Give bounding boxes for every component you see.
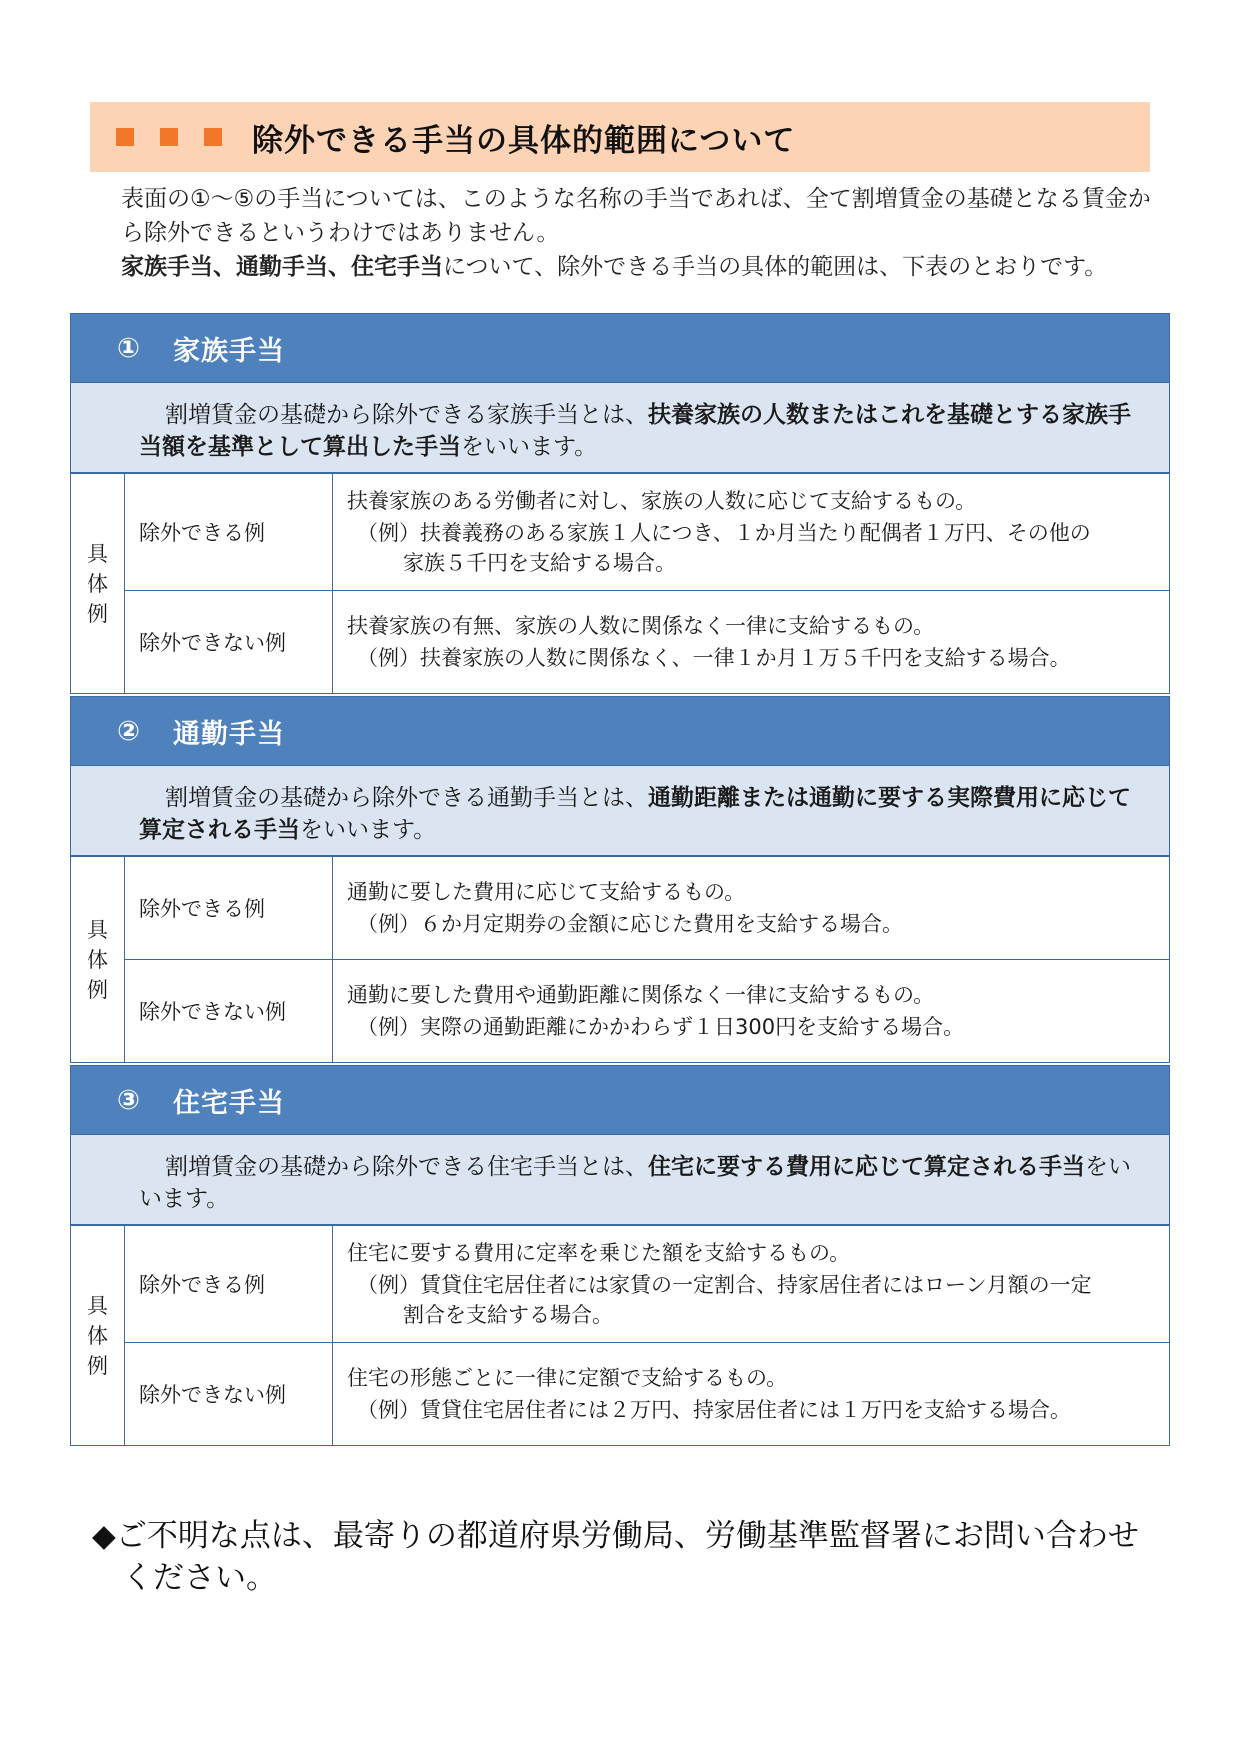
definition-tail: をいいます。 <box>300 817 437 843</box>
group-label: 具 体 例 <box>71 474 125 694</box>
examples-table <box>70 856 1170 1063</box>
section-header <box>70 696 1170 766</box>
table-row <box>71 960 1170 1063</box>
section-number: ③ <box>117 1084 140 1116</box>
definition-tail: をいいます。 <box>461 434 598 460</box>
example-description: 住宅の形態ごとに一律に定額で支給するもの。 （例）賃貸住宅居住者には２万円、持家居住者には１万円を支給する場合。 <box>333 1343 1170 1446</box>
table-row <box>71 1226 1170 1343</box>
intro-text <box>97 182 1157 284</box>
section-housing-allowance <box>70 1065 1170 1446</box>
table-row <box>71 591 1170 694</box>
orange-square-icon <box>116 128 134 146</box>
page-title: 除外できる手当の具体的範囲について <box>252 122 796 159</box>
orange-square-icon <box>204 128 222 146</box>
category-label: 除外できる例 <box>125 474 333 591</box>
category-label: 除外できない例 <box>125 591 333 694</box>
category-label: 除外できる例 <box>125 1226 333 1343</box>
example-description: 住宅に要する費用に定率を乗じた額を支給するもの。 （例）賃貸住宅居住者には家賃の一定割合、持家居住者にはローン月額の一定 割合を支給する場合。 <box>333 1226 1170 1343</box>
table-row <box>71 857 1170 960</box>
section-number: ① <box>117 332 140 364</box>
definition-lead: 割増賃金の基礎から除外できる通勤手当とは、 <box>165 785 648 811</box>
examples-table <box>70 473 1170 694</box>
definition-bold: 住宅に要する費用に応じて算定される手当 <box>648 1154 1085 1180</box>
definition-bold: 通勤距離または通勤に要する実際費用に応じて算定される手当 <box>139 785 1131 843</box>
footer-line-1: ◆ご不明な点は、最寄りの都道府県労働局、労働基準監督署にお問い合わせ <box>92 1518 1139 1554</box>
category-label: 除外できない例 <box>125 960 333 1063</box>
table-row <box>71 474 1170 591</box>
footer-line-2: ください。 <box>122 1560 277 1596</box>
section-family-allowance <box>70 313 1170 694</box>
section-definition <box>70 1135 1170 1225</box>
title-bar <box>90 102 1150 172</box>
group-label: 具 体 例 <box>71 1226 125 1446</box>
section-header <box>70 1065 1170 1135</box>
definition-bold: 扶養家族の人数またはこれを基礎とする家族手当額を基準として算出した手当 <box>139 402 1131 460</box>
example-description: 通勤に要した費用や通勤距離に関係なく一律に支給するもの。 （例）実際の通勤距離にかかわらず１日300円を支給する場合。 <box>333 960 1170 1063</box>
section-name: 住宅手当 <box>173 1087 285 1119</box>
section-name: 家族手当 <box>173 335 285 367</box>
definition-tail: をいいます。 <box>139 1154 1131 1212</box>
category-label: 除外できない例 <box>125 1343 333 1446</box>
section-number: ② <box>117 715 140 747</box>
section-definition <box>70 383 1170 473</box>
example-description: 扶養家族の有無、家族の人数に関係なく一律に支給するもの。 （例）扶養家族の人数に関係なく、一律１か月１万５千円を支給する場合。 <box>333 591 1170 694</box>
section-header <box>70 313 1170 383</box>
intro-paragraph-1: 表面の①～⑤の手当については、このような名称の手当であれば、全て割増賃金の基礎となる賃金から除外できるというわけではありません。 <box>121 186 1151 246</box>
example-description: 扶養家族のある労働者に対し、家族の人数に応じて支給するもの。 （例）扶養義務のある家族１人につき、１か月当たり配偶者１万円、その他の 家族５千円を支給する場合。 <box>333 474 1170 591</box>
intro-bold: 家族手当、通勤手当、住宅手当 <box>121 254 443 280</box>
footer-notice <box>92 1515 1152 1599</box>
example-description: 通勤に要した費用に応じて支給するもの。 （例）６か月定期券の金額に応じた費用を支給する場合。 <box>333 857 1170 960</box>
section-definition <box>70 766 1170 856</box>
category-label: 除外できる例 <box>125 857 333 960</box>
orange-square-icon <box>160 128 178 146</box>
definition-lead: 割増賃金の基礎から除外できる家族手当とは、 <box>165 402 648 428</box>
section-commuting-allowance <box>70 696 1170 1063</box>
group-label: 具 体 例 <box>71 857 125 1063</box>
definition-lead: 割増賃金の基礎から除外できる住宅手当とは、 <box>165 1154 648 1180</box>
examples-table <box>70 1225 1170 1446</box>
intro-rest: について、除外できる手当の具体的範囲は、下表のとおりです。 <box>443 254 1108 280</box>
intro-paragraph-2 <box>97 250 1157 284</box>
section-name: 通勤手当 <box>173 718 285 750</box>
table-row <box>71 1343 1170 1446</box>
